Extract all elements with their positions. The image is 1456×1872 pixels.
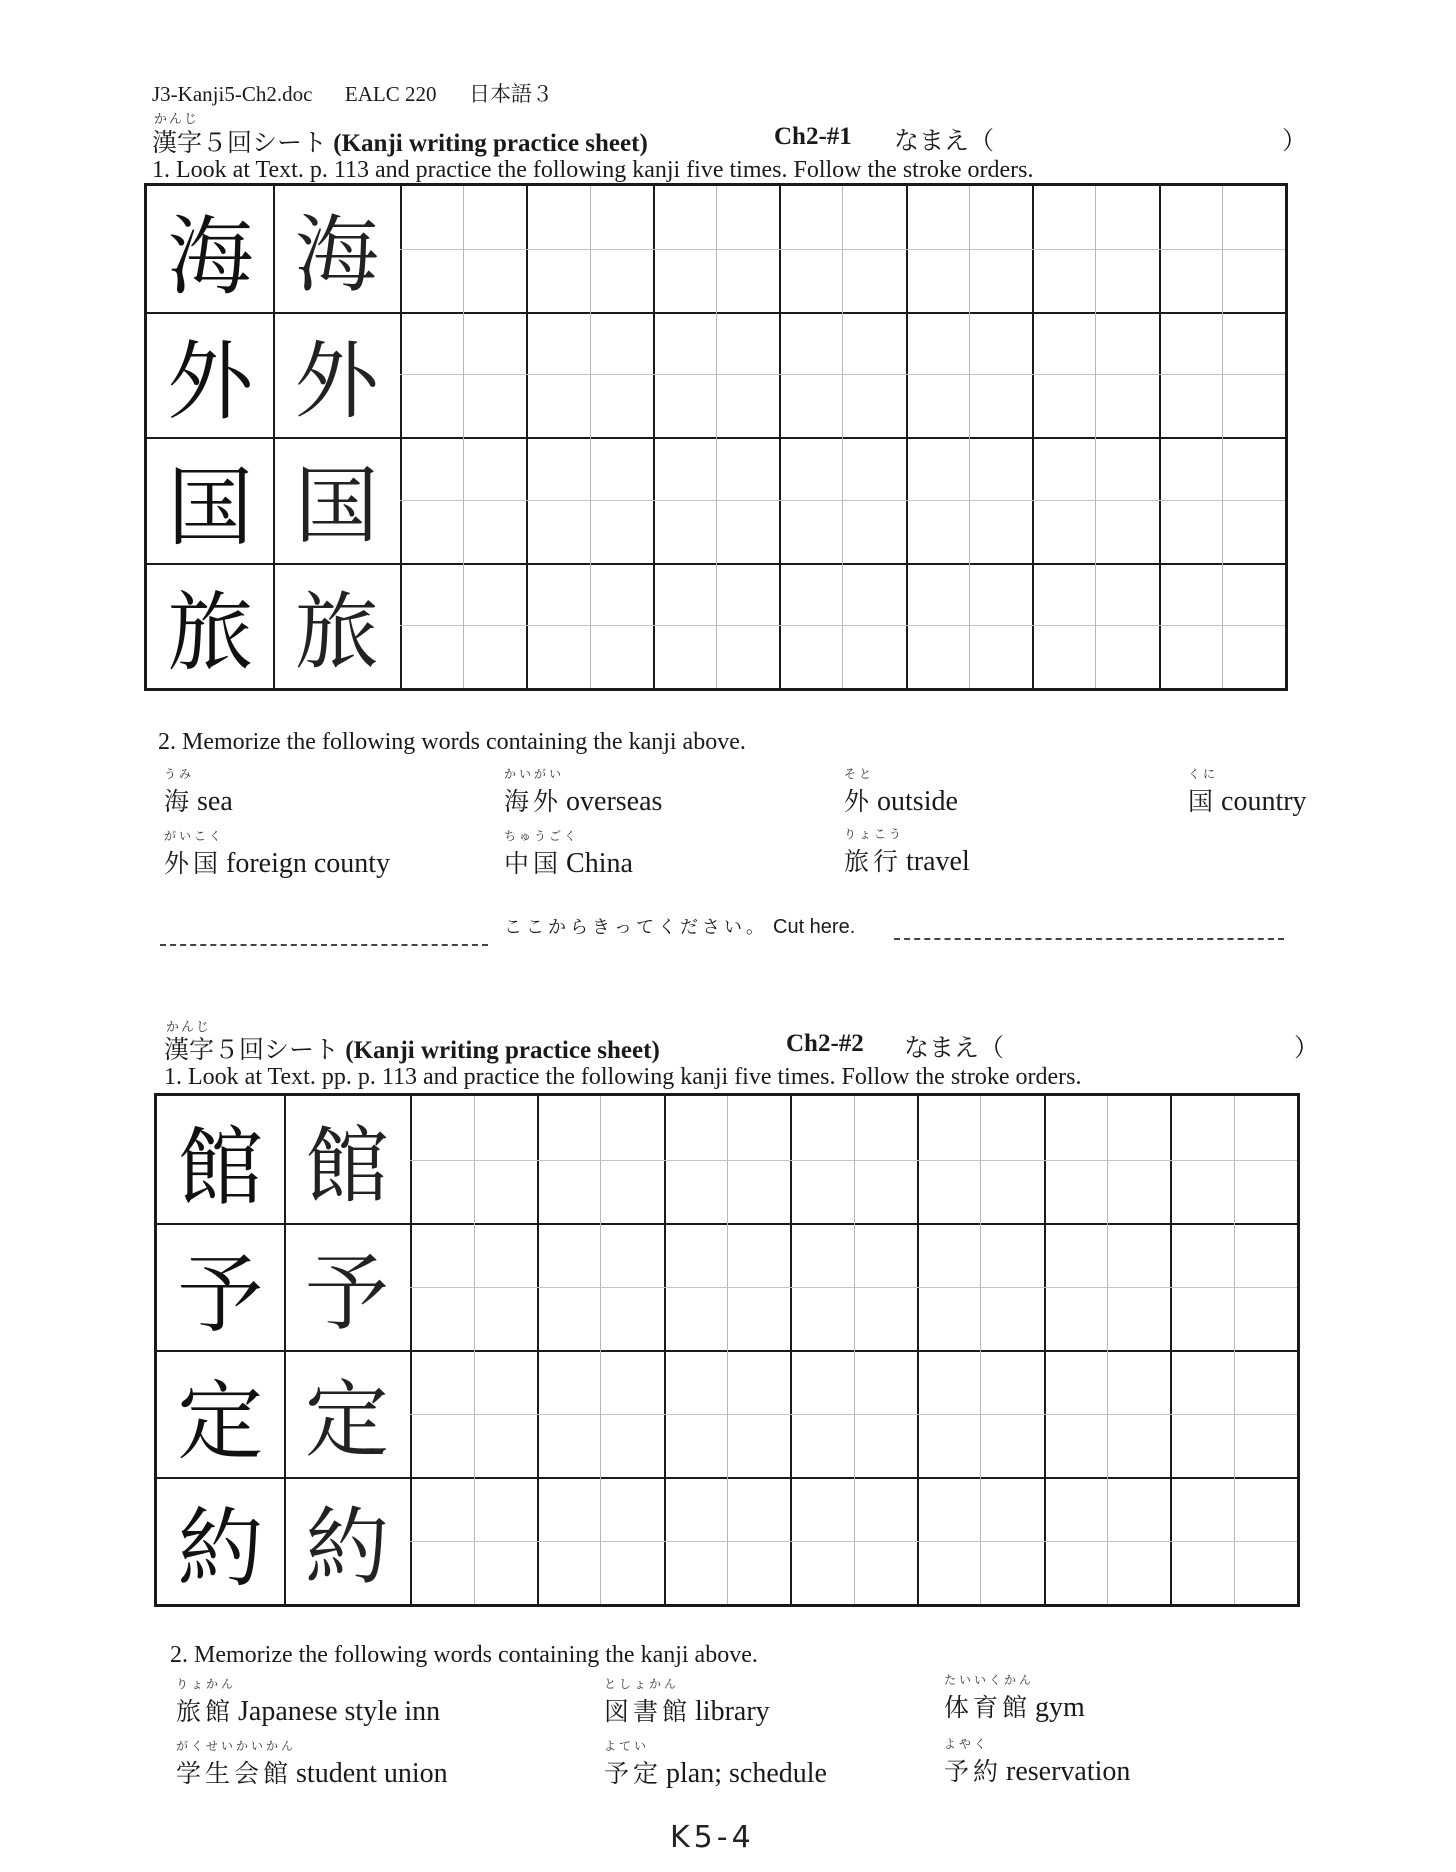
cut-line-right [894,938,1284,940]
practice-box[interactable] [537,1350,664,1477]
page-code: K5-4 [670,1820,755,1855]
vocab-meaning: library [695,1696,770,1727]
model-kanji-cell: 予 [177,1244,264,1345]
sheet1-instruction: 1. Look at Text. p. 113 and practice the following kanji five times. Follow the stroke orders. [152,157,1034,183]
practice-box[interactable] [1159,186,1285,312]
handwritten-stroke-order-cell: 外 [294,331,379,430]
practice-box[interactable] [664,1096,791,1223]
practice-box[interactable] [526,563,652,689]
sheet1-vocab-item [504,828,633,880]
practice-box[interactable] [906,312,1032,438]
practice-box[interactable] [526,312,652,438]
practice-box[interactable] [664,1477,791,1604]
practice-box[interactable] [664,1350,791,1477]
sheet2-vocab-item [944,1736,1130,1788]
vocab-kanji: 旅館 [176,1697,235,1726]
handwritten-stroke-order-cell: 約 [304,1498,389,1596]
sheet2-vocab-item [176,1676,440,1728]
practice-box[interactable] [1044,1350,1171,1477]
sheet2-vocab-item [176,1738,448,1790]
practice-box[interactable] [653,312,779,438]
handwritten-stroke-order-cell: 旅 [294,582,379,681]
practice-box[interactable] [917,1223,1044,1350]
sheet2-title-ruby: かんじ [166,1019,212,1034]
handwritten-stroke-order-cell: 海 [294,206,379,305]
vocab-ruby: がくせいかいかん [176,1739,297,1753]
practice-box[interactable] [790,1350,917,1477]
practice-box[interactable] [537,1477,664,1604]
practice-box[interactable] [790,1477,917,1604]
practice-box[interactable] [653,186,779,312]
handwritten-stroke-order-cell: 館 [304,1117,389,1215]
model-kanji-cell: 国 [167,457,254,558]
handwritten-stroke-order-cell: 定 [304,1371,389,1469]
vocab-meaning: country [1221,786,1307,817]
practice-box[interactable] [400,186,526,312]
vocab-meaning: China [566,848,633,879]
practice-box[interactable] [1170,1223,1297,1350]
sheet1-vocab-item [1188,766,1307,818]
vocab-meaning: reservation [1006,1756,1131,1787]
practice-box[interactable] [400,312,526,438]
sheet1-practice-grid[interactable] [144,183,1288,691]
sheet2-vocab-item [604,1676,770,1728]
practice-box[interactable] [1159,563,1285,689]
handwritten-stroke-order-cell: 国 [294,457,379,556]
practice-box[interactable] [1032,563,1158,689]
practice-box[interactable] [410,1477,537,1604]
practice-box[interactable] [1170,1477,1297,1604]
vocab-kanji: 図書館 [604,1697,692,1726]
sheet2-name-close: ） [1294,1035,1320,1062]
practice-box[interactable] [653,437,779,563]
practice-box[interactable] [526,437,652,563]
sheet2-title [164,1030,660,1066]
practice-box[interactable] [779,312,905,438]
practice-box[interactable] [526,186,652,312]
vocab-ruby: りょこう [844,827,905,841]
sheet1-name-close: ） [1282,128,1308,155]
vocab-meaning: overseas [566,786,663,817]
vocab-kanji: 学生会館 [176,1759,293,1788]
cut-instruction [504,913,855,939]
vocab-kanji: 予約 [944,1757,1003,1786]
practice-box[interactable] [779,563,905,689]
sheet1-vocab-item [844,826,970,878]
practice-box[interactable] [1032,437,1158,563]
sheet2-title-kanji: 漢字５回シート [164,1037,340,1064]
vocab-meaning: Japanese style inn [238,1696,441,1727]
sheet2-title-en: (Kanji writing practice sheet) [345,1037,660,1064]
sheet2-vocab-item [604,1738,827,1790]
sheet2-vocab-item [944,1672,1085,1724]
vocab-kanji: 海 [164,787,194,816]
practice-box[interactable] [537,1223,664,1350]
practice-box[interactable] [664,1223,791,1350]
vocab-ruby: くに [1188,767,1219,781]
practice-box[interactable] [917,1350,1044,1477]
vocab-ruby: よてい [604,1739,650,1753]
sheet1-title-kanji: 漢字５回シート [152,130,328,157]
practice-box[interactable] [400,437,526,563]
cut-instruction-en: Cut here. [773,916,856,938]
practice-box[interactable] [1032,186,1158,312]
vocab-kanji: 外国 [164,849,223,878]
header-course: EALC 220 [344,82,437,106]
vocab-kanji: 旅行 [844,847,903,876]
practice-box[interactable] [1044,1223,1171,1350]
sheet1-vocab-item [164,766,233,818]
sheet1-id: Ch2-#1 [774,123,852,150]
vocab-meaning: foreign county [226,848,391,879]
practice-box[interactable] [917,1096,1044,1223]
sheet1-title-en: (Kanji writing practice sheet) [333,130,648,157]
sheet1-vocab-item [504,766,662,818]
vocab-kanji: 体育館 [944,1693,1032,1722]
practice-box[interactable] [779,186,905,312]
model-kanji-cell: 外 [167,332,254,433]
sheet1-vocab-item [164,828,390,880]
vocab-ruby: うみ [164,767,195,781]
header-class-name: 日本語３ [468,82,553,106]
sheet2-name-label: なまえ（ [904,1035,1005,1062]
vocab-ruby: りょかん [176,1677,237,1691]
sheet2-id: Ch2-#2 [786,1030,864,1057]
document-header [152,78,553,108]
practice-box[interactable] [1170,1350,1297,1477]
vocab-kanji: 中国 [504,849,563,878]
vocab-ruby: たいいくかん [944,1673,1035,1687]
practice-box[interactable] [906,186,1032,312]
practice-box[interactable] [790,1096,917,1223]
vocab-ruby: がいこく [164,829,225,843]
practice-box[interactable] [1044,1477,1171,1604]
vocab-ruby: ちゅうごく [504,829,580,843]
vocab-meaning: outside [877,786,958,817]
vocab-meaning: gym [1035,1692,1085,1723]
vocab-meaning: student union [296,1758,448,1789]
practice-box[interactable] [790,1223,917,1350]
vocab-kanji: 海外 [504,787,563,816]
practice-box[interactable] [1170,1096,1297,1223]
vocab-ruby: よやく [944,1737,990,1751]
practice-box[interactable] [653,563,779,689]
sheet1-name-label: なまえ（ [894,128,995,155]
model-kanji-cell: 定 [177,1371,264,1472]
vocab-ruby: そと [844,767,875,781]
handwritten-stroke-order-cell: 予 [304,1244,389,1342]
practice-box[interactable] [1159,437,1285,563]
vocab-kanji: 予定 [604,1759,663,1788]
model-kanji-cell: 館 [177,1117,264,1218]
practice-box[interactable] [400,563,526,689]
sheet1-memorize-instruction: 2. Memorize the following words containing the kanji above. [158,729,746,755]
cut-line-left [160,944,488,946]
vocab-ruby: かいがい [504,767,565,781]
sheet1-title-ruby: かんじ [154,111,200,126]
practice-box[interactable] [906,563,1032,689]
practice-box[interactable] [906,437,1032,563]
practice-box[interactable] [410,1350,537,1477]
vocab-meaning: travel [906,846,970,877]
sheet2-practice-grid[interactable] [154,1093,1300,1607]
practice-box[interactable] [1044,1096,1171,1223]
sheet1-title [152,123,648,159]
vocab-meaning: plan; schedule [666,1758,827,1789]
practice-box[interactable] [779,437,905,563]
vocab-ruby: としょかん [604,1677,680,1691]
model-kanji-cell: 海 [167,206,254,307]
vocab-kanji: 外 [844,787,874,816]
practice-box[interactable] [1032,312,1158,438]
sheet1-vocab-item [844,766,958,818]
vocab-meaning: sea [197,786,233,817]
practice-box[interactable] [917,1477,1044,1604]
header-filename: J3-Kanji5-Ch2.doc [152,82,313,106]
cut-instruction-jp: ここからきってください。 [504,917,768,938]
practice-box[interactable] [410,1223,537,1350]
sheet2-instruction: 1. Look at Text. pp. p. 113 and practice the following kanji five times. Follow the stroke orders. [164,1064,1082,1090]
sheet2-memorize-instruction: 2. Memorize the following words containing the kanji above. [170,1642,758,1668]
practice-box[interactable] [1159,312,1285,438]
practice-box[interactable] [537,1096,664,1223]
vocab-kanji: 国 [1188,787,1218,816]
practice-box[interactable] [410,1096,537,1223]
model-kanji-cell: 約 [177,1498,264,1599]
model-kanji-cell: 旅 [167,583,254,684]
